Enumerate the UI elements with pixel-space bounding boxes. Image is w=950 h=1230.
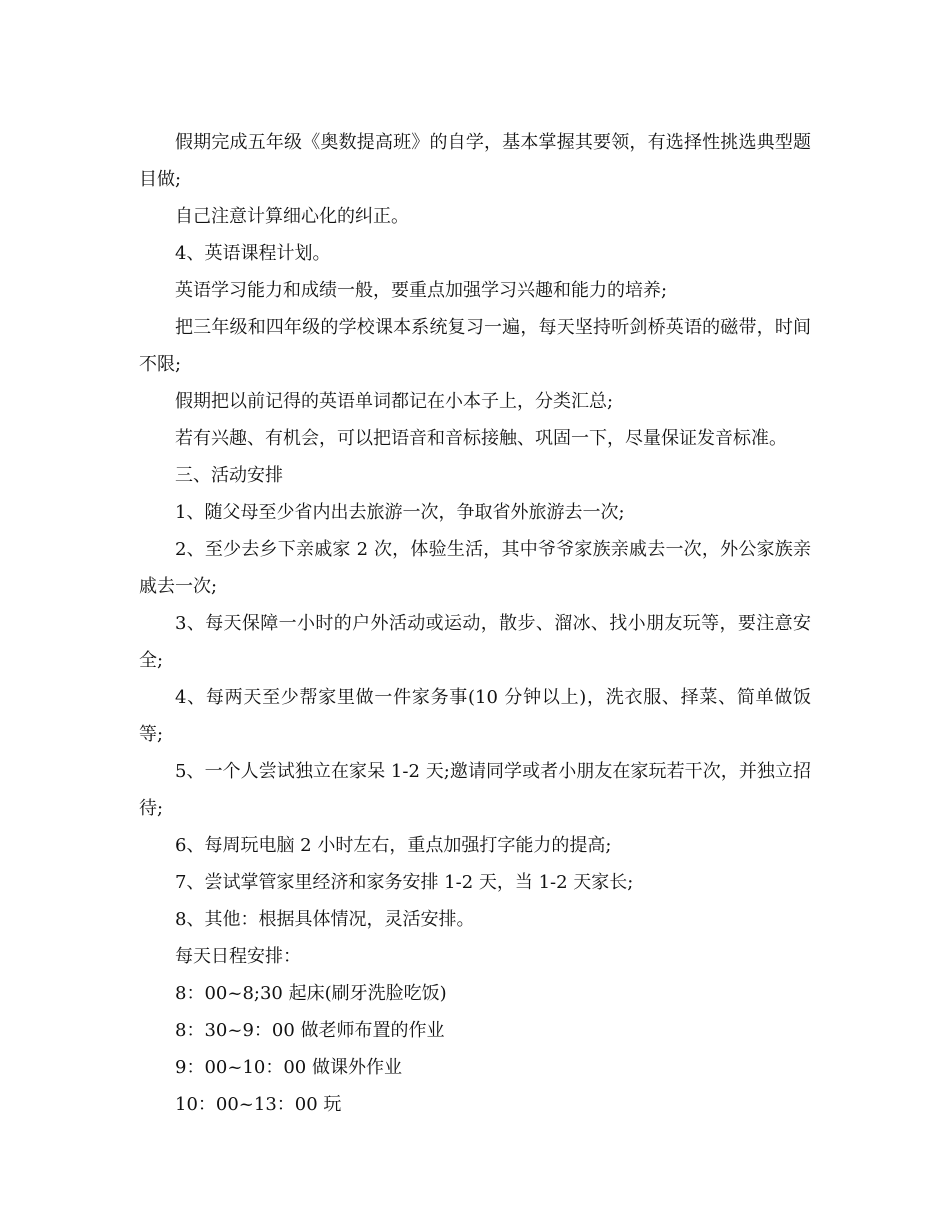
heading-activity-arrangement: 三、活动安排 (175, 465, 283, 486)
list-item-other: 8、其他：根据具体情况，灵活安排。 (175, 909, 475, 930)
list-item-computer-time: 6、每周玩电脑 2 小时左右，重点加强打字能力的提高; (175, 835, 612, 856)
list-item-manage-home: 7、尝试掌管家里经济和家务安排 1-2 天，当 1-2 天家长; (175, 872, 634, 893)
schedule-item-wake-up: 8：00~8;30 起床(刷牙洗脸吃饭) (175, 983, 447, 1004)
list-item-travel: 1、随父母至少省内出去旅游一次，争取省外旅游去一次; (175, 502, 625, 523)
document-body (139, 124, 811, 1123)
schedule-item-homework: 8：30~9：00 做老师布置的作业 (175, 1020, 445, 1041)
paragraph-english-vocabulary: 假期把以前记得的英语单词都记在小本子上，分类汇总; (175, 391, 614, 412)
schedule-item-play: 10：00~13：00 玩 (175, 1094, 342, 1115)
schedule-item-extra-work: 9：00~10：00 做课外作业 (175, 1057, 402, 1078)
paragraph-math-selfstudy: 假期完成五年级《奥数提高班》的自学，基本掌握其要领，有选择性挑选典型题目做; (139, 132, 811, 190)
list-item-outdoor-activity: 3、每天保障一小时的户外活动或运动，散步、溜冰、找小朋友玩等，要注意安全; (139, 613, 811, 671)
paragraph-calculation-care: 自己注意计算细心化的纠正。 (175, 206, 409, 227)
paragraph-english-review: 把三年级和四年级的学校课本系统复习一遍，每天坚持听剑桥英语的磁带，时间不限; (139, 317, 811, 375)
list-item-visit-relatives: 2、至少去乡下亲戚家 2 次，体验生活，其中爷爷家族亲戚去一次，外公家族亲戚去一次; (139, 539, 811, 597)
heading-daily-schedule: 每天日程安排： (175, 946, 301, 967)
list-item-stay-alone: 5、一个人尝试独立在家呆 1-2 天;邀请同学或者小朋友在家玩若干次，并独立招待; (139, 761, 811, 819)
heading-english-plan: 4、英语课程计划。 (175, 243, 331, 264)
paragraph-english-ability: 英语学习能力和成绩一般，要重点加强学习兴趣和能力的培养; (175, 280, 668, 301)
paragraph-english-phonetics: 若有兴趣、有机会，可以把语音和音标接触、巩固一下，尽量保证发音标准。 (175, 428, 787, 449)
list-item-housework: 4、每两天至少帮家里做一件家务事(10 分钟以上)，洗衣服、择菜、简单做饭等; (139, 687, 811, 745)
